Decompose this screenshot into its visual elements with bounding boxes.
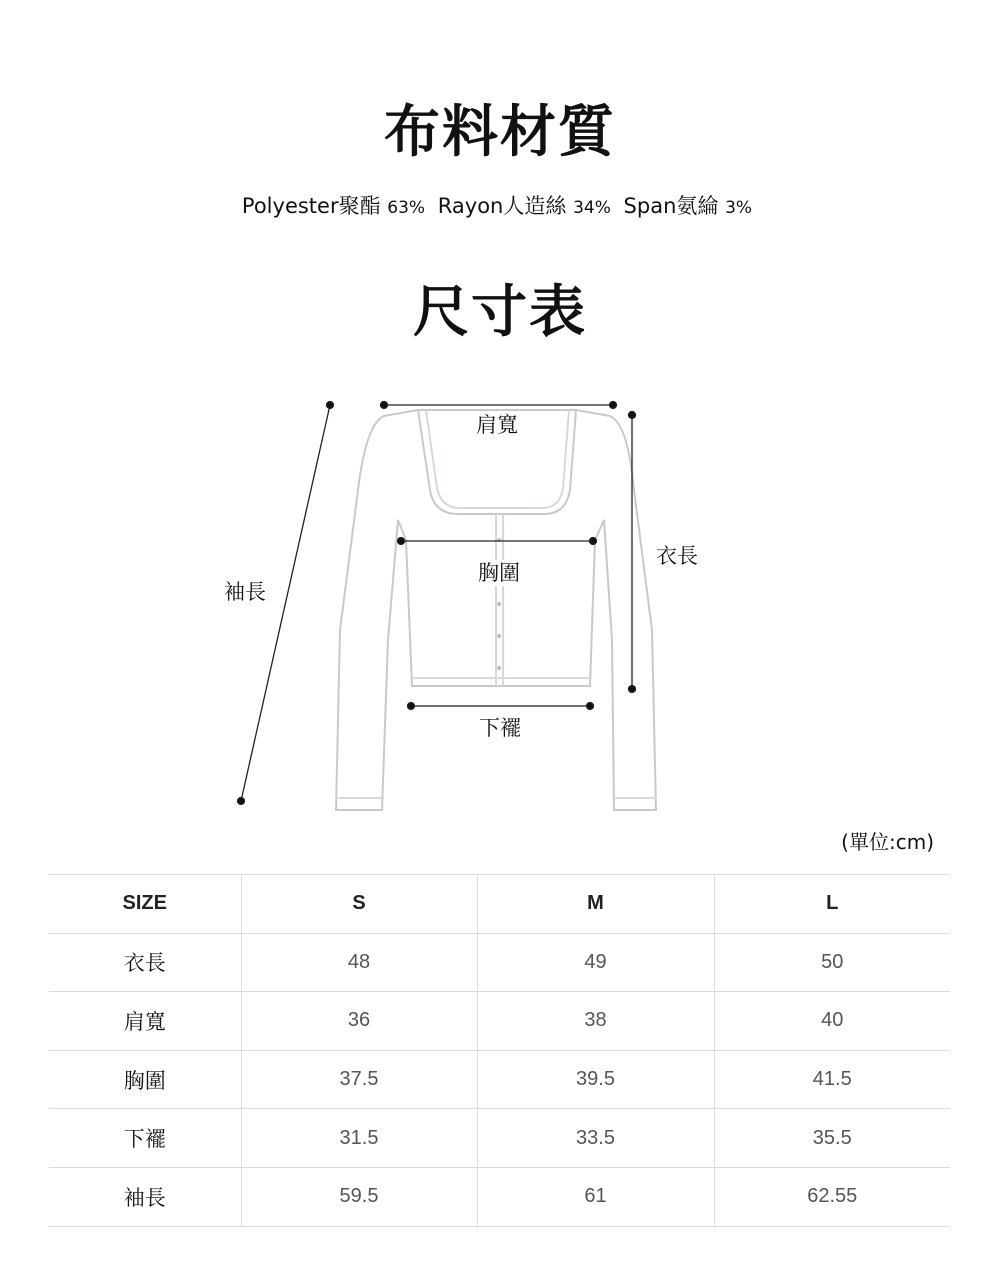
table-cell: 62.55 [714, 1167, 950, 1226]
row-label: 胸圍 [49, 1050, 241, 1109]
table-cell: 36 [241, 992, 477, 1051]
table-cell: 59.5 [241, 1167, 477, 1226]
table-cell: 61 [477, 1167, 714, 1226]
composition-percent: 63% [387, 198, 426, 218]
composition-percent: 34% [573, 198, 611, 218]
hem-label: 下襬 [479, 716, 521, 740]
table-row [49, 1050, 950, 1109]
row-label: 衣長 [49, 933, 241, 992]
size-table [49, 874, 950, 1227]
table-cell: 48 [241, 933, 477, 992]
composition-name: Polyester聚酯 [241, 194, 381, 218]
row-label: 袖長 [49, 1167, 241, 1226]
table-cell: 33.5 [477, 1109, 714, 1168]
table-cell: 31.5 [241, 1109, 477, 1168]
size-chart-title: 尺寸表 [413, 280, 587, 345]
composition-name: Rayon人造絲 [437, 194, 567, 218]
chest-label: 胸圍 [478, 561, 520, 585]
table-row [49, 992, 950, 1051]
header-s: S [241, 875, 477, 934]
composition-name: Span氨綸 [623, 194, 719, 218]
fabric-composition [0, 190, 1000, 220]
table-cell: 40 [714, 992, 950, 1051]
row-label: 肩寬 [49, 992, 241, 1051]
table-cell: 35.5 [714, 1109, 950, 1168]
table-cell: 49 [477, 933, 714, 992]
header-l: L [714, 875, 950, 934]
cardigan-outline [0, 380, 1000, 830]
table-header-row [49, 875, 950, 934]
composition-percent: 3% [725, 198, 753, 218]
length-label: 衣長 [656, 544, 698, 568]
row-label: 下襬 [49, 1109, 241, 1168]
unit-note: (單位:cm) [841, 830, 934, 854]
fabric-title: 布料材質 [384, 100, 616, 165]
table-cell: 39.5 [477, 1050, 714, 1109]
table-cell: 41.5 [714, 1050, 950, 1109]
table-cell: 50 [714, 933, 950, 992]
table-row [49, 933, 950, 992]
table-cell: 37.5 [241, 1050, 477, 1109]
sleeve-label: 袖長 [224, 580, 266, 604]
header-m: M [477, 875, 714, 934]
shoulder-label: 肩寬 [476, 413, 518, 437]
garment-measurement-diagram [0, 380, 1000, 830]
header-size: SIZE [49, 875, 241, 934]
table-row [49, 1167, 950, 1226]
table-cell: 38 [477, 992, 714, 1051]
table-row [49, 1109, 950, 1168]
